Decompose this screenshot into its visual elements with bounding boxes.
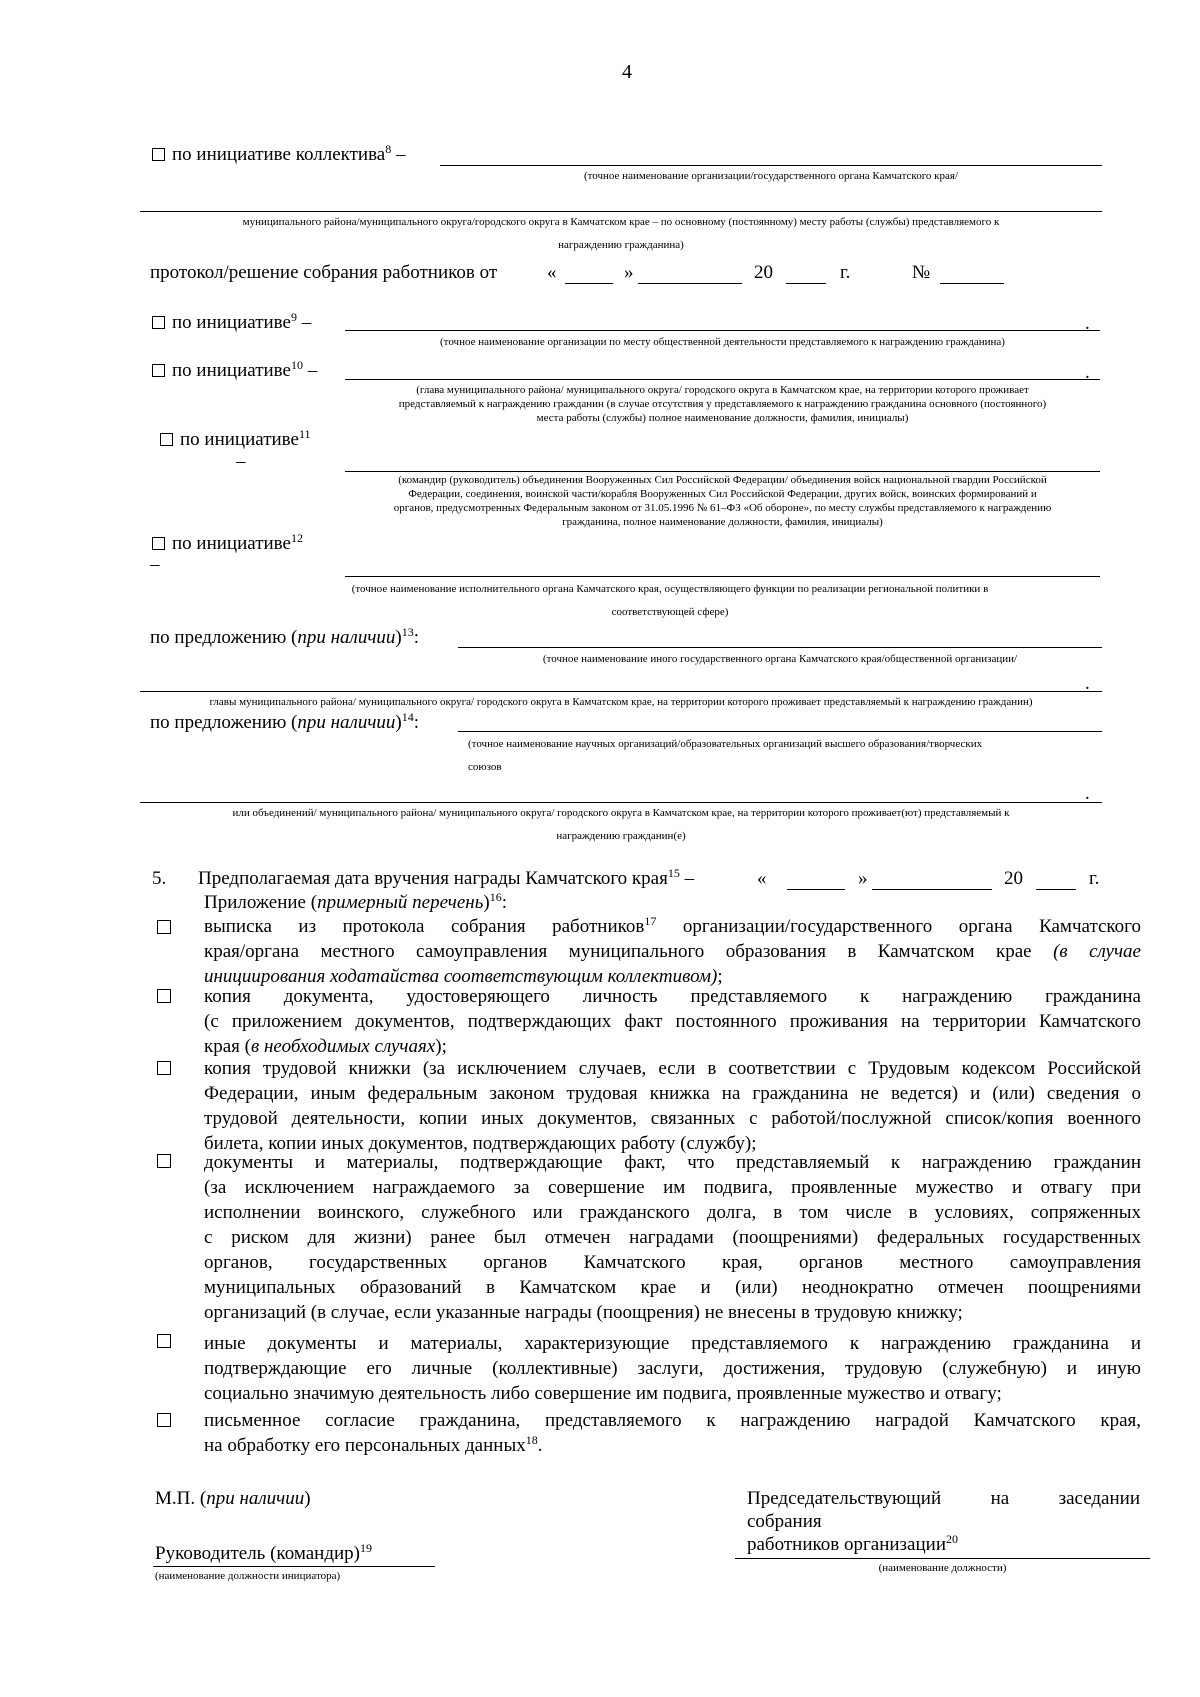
text: ) xyxy=(304,1488,311,1509)
text: на обработку его персональных данных xyxy=(204,1435,526,1456)
protocol-year-prefix: 20 xyxy=(754,262,773,283)
text: края ( xyxy=(204,1036,251,1057)
item-5-label xyxy=(198,866,695,889)
text: М.П. ( xyxy=(155,1488,207,1509)
initiative-10-hint-2: представляемый к награждению гражданин (в случае отсутствия у представляемого к награждению гражданина основного (постоянного) xyxy=(398,398,1047,410)
footnote-ref: 12 xyxy=(290,531,303,545)
text: организации/государственного органа Камчатского xyxy=(656,916,1142,937)
footnote-ref: 9 xyxy=(290,310,297,324)
item-5-year-suffix: г. xyxy=(1089,868,1100,889)
appendix-item-3 xyxy=(204,1056,1141,1156)
footnote-ref: 16 xyxy=(489,890,502,904)
text-italic: при наличии xyxy=(206,1488,305,1509)
colon: : xyxy=(501,892,507,913)
text-italic: (в случае xyxy=(1053,941,1141,962)
item-5-year-field[interactable] xyxy=(1036,889,1076,890)
proposal-14-paren: ) xyxy=(395,712,402,733)
protocol-year-field[interactable] xyxy=(786,283,826,284)
stamp-label xyxy=(155,1489,311,1508)
proposal-14-label xyxy=(150,710,420,733)
initiative-10-fill-line[interactable] xyxy=(345,379,1100,380)
initiative-9-label: по инициативе xyxy=(172,312,291,333)
initiative-10-dot: . xyxy=(1085,362,1090,383)
protocol-month-field[interactable] xyxy=(638,283,742,284)
footnote-ref: 17 xyxy=(644,914,657,928)
appendix-item-3-line-4: билета, копии иных документов, подтверждающих работу (службу); xyxy=(204,1133,757,1154)
appendix-item-4-line-6: муниципальных образований в Камчатском крае и (или) неоднократно отмечен поощрениями xyxy=(204,1277,1141,1298)
text-italic: в необходимых случаях xyxy=(250,1036,436,1057)
collective-fill-line[interactable] xyxy=(440,165,1102,166)
proposal-13-fill-line[interactable] xyxy=(458,647,1102,648)
initiative-9-fill-line[interactable] xyxy=(345,330,1100,331)
item-5-year-prefix: 20 xyxy=(1004,868,1023,889)
text-italic: инициирования ходатайства соответствующим коллективом) xyxy=(204,966,718,987)
text: выписка из протокола собрания работников xyxy=(204,916,645,937)
appendix-title xyxy=(204,890,507,913)
appendix-item-5-line-1: иные документы и материалы, характеризующие представляемого к награждению гражданина и xyxy=(204,1333,1141,1354)
dash: – xyxy=(302,360,318,381)
proposal-14-hint-1: (точное наименование научных организаций/образовательных организаций высшего образования/творческих xyxy=(468,738,983,750)
initiative-11-dash: – xyxy=(236,451,246,472)
checkbox-initiative-12[interactable] xyxy=(152,537,165,550)
appendix-item-3-line-3: трудовой деятельности, копии иных документов, связанных с работой/послужной список/копия военного xyxy=(204,1108,1141,1129)
appendix-item-5-line-3: социально значимую деятельность либо совершение им подвига, проявленные мужество и отвагу; xyxy=(204,1383,1002,1404)
appendix-item-1-line-2 xyxy=(204,939,1141,964)
proposal-14-fill-line-2[interactable] xyxy=(140,802,1102,803)
initiative-12-fill-line[interactable] xyxy=(345,576,1100,577)
proposal-14-hint-3: или объединений/ муниципального района/ муниципального округа/ городского округа в Камчатском крае, на территории которого проживает(ют) представляемый к xyxy=(232,807,1010,819)
checkbox-initiative-11[interactable] xyxy=(160,433,173,446)
checkbox-appendix-3[interactable] xyxy=(157,1061,171,1075)
initiative-12-hint-1: (точное наименование исполнительного органа Камчатского края, осуществляющего функции по реализации региональной политики в xyxy=(351,583,989,595)
item-5-quote-close: » xyxy=(858,868,868,889)
initiative-11-hint-2: Федерации, соединения, воинской части/корабля Вооруженных Сил Российской Федерации, других войск, воинских формирований и xyxy=(408,488,1037,500)
collective-initiative-row xyxy=(152,142,406,165)
checkbox-appendix-2[interactable] xyxy=(157,989,171,1003)
proposal-13-dot: . xyxy=(1085,673,1090,694)
initiative-11-row xyxy=(160,427,311,450)
initiative-9-row xyxy=(152,310,312,333)
page-number: 4 xyxy=(622,61,632,83)
initiative-11-label: по инициативе xyxy=(180,429,299,450)
item-5-month-field[interactable] xyxy=(872,889,992,890)
footnote-ref: 11 xyxy=(298,427,311,441)
proposal-13-fill-line-2[interactable] xyxy=(140,691,1102,692)
initiative-10-label: по инициативе xyxy=(172,360,291,381)
checkbox-initiative-9[interactable] xyxy=(152,316,165,329)
appendix-item-2-line-1: копия документа, удостоверяющего личность представляемого к награждению гражданина xyxy=(204,986,1141,1007)
text: Руководитель (командир) xyxy=(155,1543,360,1564)
initiative-12-hint-2: соответствующей сфере) xyxy=(611,606,729,618)
proposal-14-dot: . xyxy=(1085,783,1090,804)
appendix-item-1 xyxy=(204,914,1141,989)
proposal-14-hint-4: награждению гражданин(е) xyxy=(556,830,686,842)
collective-fill-line-2[interactable] xyxy=(140,211,1102,212)
collective-hint-1: (точное наименование организации/государственного органа Камчатского края/ xyxy=(583,170,959,182)
dash: – xyxy=(391,144,406,165)
appendix-title-italic: примерный перечень xyxy=(317,892,484,913)
dash: – xyxy=(296,312,312,333)
appendix-item-4 xyxy=(204,1150,1141,1325)
proposal-14-text: по предложению ( xyxy=(150,712,298,733)
appendix-item-3-line-1: копия трудовой книжки (за исключением случаев, если в соответствии с Трудовым кодексом Российской xyxy=(204,1058,1141,1079)
chair-line-2: собрания xyxy=(747,1511,822,1532)
footnote-ref: 14 xyxy=(401,710,414,724)
proposal-13-paren: ) xyxy=(395,627,402,648)
text: ); xyxy=(435,1036,447,1057)
proposal-14-italic: при наличии xyxy=(297,712,396,733)
protocol-day-field[interactable] xyxy=(565,283,613,284)
appendix-title-paren: ) xyxy=(483,892,490,913)
item-5-number: 5. xyxy=(152,868,167,889)
footnote-ref: 15 xyxy=(667,866,680,880)
footnote-ref: 19 xyxy=(359,1541,372,1555)
proposal-13-text: по предложению ( xyxy=(150,627,298,648)
initiative-11-fill-line[interactable] xyxy=(345,471,1100,472)
appendix-item-1-line-1 xyxy=(204,914,1141,939)
protocol-quote-close: » xyxy=(624,262,634,283)
collective-hint-2: муниципального района/муниципального округа/городского округа в Камчатском крае – по основному (постоянному) месту работы (службы) представляемого к xyxy=(242,216,1000,228)
chair-hint: (наименование должности) xyxy=(878,1562,1007,1574)
chair-line-3 xyxy=(747,1532,958,1555)
protocol-number-sign: № xyxy=(912,262,931,283)
item-5-text: Предполагаемая дата вручения награды Камчатского края xyxy=(198,868,668,889)
initiative-9-hint: (точное наименование организации по месту общественной деятельности представляемого к награждению гражданина) xyxy=(440,336,1005,348)
appendix-title-text: Приложение ( xyxy=(204,892,318,913)
protocol-label: протокол/решение собрания работников от xyxy=(150,262,498,283)
head-signature-line[interactable] xyxy=(153,1566,435,1567)
protocol-number-field[interactable] xyxy=(940,283,1004,284)
item-5-day-field[interactable] xyxy=(787,889,845,890)
colon: : xyxy=(413,627,420,648)
text: работников организации xyxy=(747,1534,946,1555)
appendix-item-4-line-7: организаций (в случае, если указанные награды (поощрения) не внесены в трудовую книжку; xyxy=(204,1302,963,1323)
text: ; xyxy=(717,966,723,987)
initiative-10-row xyxy=(152,358,318,381)
appendix-item-5 xyxy=(204,1331,1141,1406)
proposal-13-hint-1: (точное наименование иного государственного органа Камчатского края/общественной организации/ xyxy=(542,653,1018,665)
text: края/органа местного самоуправления муниципального образования в Камчатском крае xyxy=(204,941,1054,962)
initiative-9-dot: . xyxy=(1085,313,1090,334)
appendix-item-6 xyxy=(204,1408,1141,1458)
text: на xyxy=(990,1488,1010,1509)
protocol-year-suffix: г. xyxy=(840,262,851,283)
footnote-ref: 20 xyxy=(945,1532,958,1546)
initiative-11-hint-3: органов, предусмотренных Федеральным законом от 31.05.1996 № 61–ФЗ «Об обороне», по месту службы представляемого к награждению xyxy=(393,502,1052,514)
collective-label: по инициативе коллектива xyxy=(172,144,386,165)
checkbox-collective[interactable] xyxy=(152,148,165,161)
initiative-10-hint-3: места работы (службы) полное наименование должности, фамилия, инициалы) xyxy=(536,412,909,424)
colon: : xyxy=(413,712,420,733)
checkbox-appendix-5[interactable] xyxy=(157,1334,171,1348)
checkbox-initiative-10[interactable] xyxy=(152,364,165,377)
checkbox-appendix-1[interactable] xyxy=(157,920,171,934)
footnote-ref: 10 xyxy=(290,358,303,372)
chair-signature-line[interactable] xyxy=(735,1558,1150,1559)
appendix-item-6-line-2 xyxy=(204,1433,1141,1458)
item-5-quote-open: « xyxy=(757,868,767,889)
appendix-item-2-line-2: (с приложением документов, подтверждающих факт постоянного проживания на территории Камчатского xyxy=(204,1011,1141,1032)
appendix-item-6-line-1: письменное согласие гражданина, представляемого к награждению наградой Камчатского края, xyxy=(204,1410,1141,1431)
text: . xyxy=(537,1435,543,1456)
appendix-item-5-line-2: подтверждающие его личные (коллективные) заслуги, достижения, трудовую (служебную) и иную xyxy=(204,1358,1141,1379)
chair-line-1 xyxy=(747,1489,1140,1508)
proposal-13-label xyxy=(150,625,420,648)
appendix-item-4-line-5: органов, государственных органов Камчатского края, органов местного самоуправления xyxy=(204,1252,1141,1273)
initiative-12-label: по инициативе xyxy=(172,533,291,554)
appendix-item-4-line-2: (за исключением награждаемого за совершение им подвига, проявленные мужество и отвагу при xyxy=(204,1177,1141,1198)
appendix-item-4-line-3: исполнении воинского, служебного или гражданского долга, в том числе в условиях, сопряженных xyxy=(204,1202,1141,1223)
appendix-item-2 xyxy=(204,984,1141,1059)
protocol-quote-open: « xyxy=(547,262,557,283)
dash: – xyxy=(679,868,695,889)
initiative-11-hint-1: (командир (руководитель) объединения Вооруженных Сил Российской Федерации/ объединения войск национальной гвардии Российской xyxy=(398,474,1047,486)
head-title xyxy=(155,1541,372,1564)
appendix-item-4-line-1: документы и материалы, подтверждающие факт, что представляемый к награждению гражданин xyxy=(204,1152,1141,1173)
initiative-12-row xyxy=(152,531,303,554)
initiative-12-dash: – xyxy=(150,554,160,575)
proposal-14-hint-2: союзов xyxy=(468,761,502,773)
checkbox-appendix-4[interactable] xyxy=(157,1154,171,1168)
collective-hint-3: награждению гражданина) xyxy=(558,239,684,251)
text: заседании xyxy=(1058,1488,1140,1509)
appendix-item-4-line-4: с риском для жизни) ранее был отмечен наградами (поощрениями) федеральных государственных xyxy=(204,1227,1141,1248)
proposal-14-fill-line[interactable] xyxy=(458,731,1102,732)
footnote-ref: 18 xyxy=(525,1433,538,1447)
footnote-ref: 13 xyxy=(401,625,414,639)
footnote-ref: 8 xyxy=(385,142,392,156)
checkbox-appendix-6[interactable] xyxy=(157,1413,171,1427)
initiative-11-hint-4: гражданина, полное наименование должности, фамилия, инициалы) xyxy=(562,516,883,528)
head-hint: (наименование должности инициатора) xyxy=(155,1570,341,1582)
appendix-item-3-line-2: Федерации, иным федеральным законом трудовая книжка на гражданина не ведется) и (или) сведения о xyxy=(204,1083,1141,1104)
proposal-13-italic: при наличии xyxy=(297,627,396,648)
text: Председательствующий xyxy=(747,1488,942,1509)
proposal-13-hint-2: главы муниципального района/ муниципального округа/ городского округа в Камчатском крае, на территории которого проживает представляемый к награждению гражданин) xyxy=(209,696,1033,708)
initiative-10-hint-1: (глава муниципального района/ муниципального округа/ городского округа в Камчатском крае, на территории которого проживает xyxy=(416,384,1029,396)
